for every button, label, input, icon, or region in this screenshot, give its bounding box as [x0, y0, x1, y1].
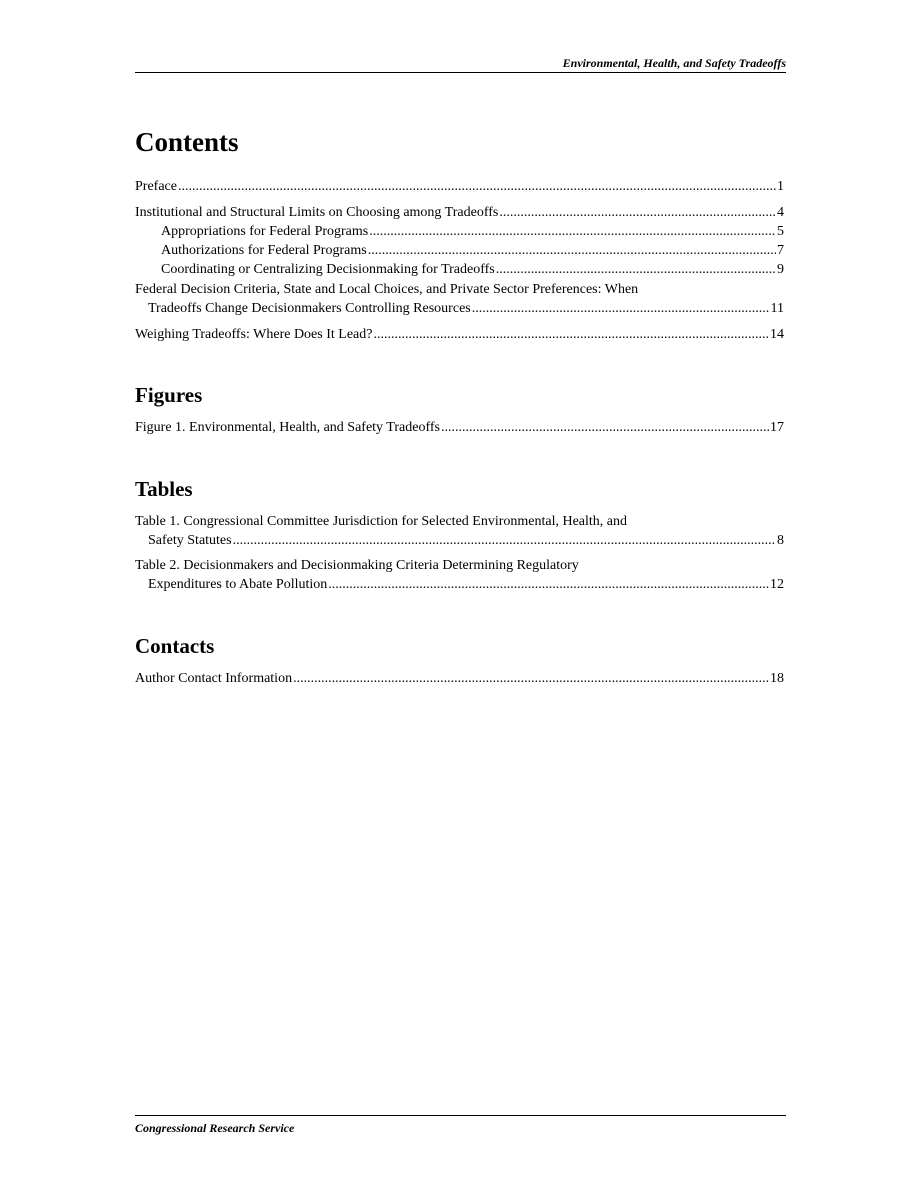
- tables-list: [135, 512, 784, 594]
- toc-entry-figure-1[interactable]: [135, 418, 784, 437]
- running-header: [135, 55, 786, 73]
- table-of-contents: [135, 125, 784, 688]
- contents-heading: Contents: [135, 127, 239, 157]
- dot-leader: [368, 241, 776, 260]
- toc-entry-title-line1: Federal Decision Criteria, State and Local Choices, and Private Sector Preferences: When: [135, 282, 639, 297]
- toc-entry-page: 7: [777, 243, 784, 258]
- toc-entry-title-line1: Table 1. Congressional Committee Jurisdiction for Selected Environmental, Health, and: [135, 514, 628, 529]
- footer-text: Congressional Research Service: [135, 1121, 295, 1135]
- dot-leader: [496, 260, 776, 279]
- contents-list: [135, 177, 784, 344]
- toc-entry-page: 1: [777, 179, 784, 194]
- toc-entry-title: Authorizations for Federal Programs: [161, 243, 367, 258]
- toc-entry-title: Author Contact Information: [135, 671, 293, 686]
- dot-leader: [293, 669, 769, 688]
- toc-entry-weighing-tradeoffs[interactable]: [135, 325, 784, 344]
- tables-heading: Tables: [135, 477, 193, 501]
- toc-entry-title: Coordinating or Centralizing Decisionmaking for Tradeoffs: [161, 262, 495, 277]
- toc-entry-title: Institutional and Structural Limits on Choosing among Tradeoffs: [135, 205, 499, 220]
- dot-leader: [441, 418, 769, 437]
- toc-entry-preface[interactable]: [135, 177, 784, 196]
- figures-list: [135, 418, 784, 437]
- toc-entry-title-line2: Safety Statutes: [148, 533, 232, 548]
- toc-entry-page: 9: [777, 262, 784, 277]
- toc-entry-page: 4: [777, 205, 784, 220]
- toc-entry-title: Figure 1. Environmental, Health, and Safety Tradeoffs: [135, 420, 440, 435]
- toc-entry-title-line1: Table 2. Decisionmakers and Decisionmaking Criteria Determining Regulatory: [135, 558, 579, 573]
- toc-entry-title-line2: Expenditures to Abate Pollution: [148, 577, 328, 592]
- dot-leader: [369, 222, 776, 241]
- toc-entry-page: 5: [777, 224, 784, 239]
- toc-entry-institutional-limits[interactable]: [135, 203, 784, 222]
- dot-leader: [472, 299, 770, 318]
- toc-entry-title: Appropriations for Federal Programs: [161, 224, 369, 239]
- toc-entry-author-contact[interactable]: [135, 669, 784, 688]
- toc-entry-page: 12: [770, 577, 784, 592]
- dot-leader: [233, 531, 776, 550]
- contacts-heading: Contacts: [135, 634, 215, 658]
- dot-leader: [499, 203, 776, 222]
- dot-leader: [178, 177, 776, 196]
- toc-entry-page: 18: [770, 671, 784, 686]
- toc-entry-appropriations[interactable]: [135, 222, 784, 241]
- toc-entry-federal-criteria[interactable]: [135, 280, 784, 318]
- toc-entry-title: Preface: [135, 179, 177, 194]
- page-footer: [135, 1115, 786, 1136]
- toc-entry-coordinating[interactable]: [135, 260, 784, 279]
- dot-leader: [328, 575, 769, 594]
- toc-entry-title: Weighing Tradeoffs: Where Does It Lead?: [135, 327, 373, 342]
- contacts-list: [135, 669, 784, 688]
- toc-entry-table-1[interactable]: [135, 512, 784, 550]
- figures-heading: Figures: [135, 383, 203, 407]
- toc-entry-title-line2: Tradeoffs Change Decisionmakers Controlling Resources: [148, 301, 471, 316]
- toc-entry-page: 11: [770, 301, 784, 316]
- toc-entry-page: 8: [777, 533, 784, 548]
- toc-entry-page: 14: [770, 327, 784, 342]
- toc-entry-authorizations[interactable]: [135, 241, 784, 260]
- running-header-title: Environmental, Health, and Safety Tradeoffs: [562, 56, 786, 70]
- dot-leader: [373, 325, 769, 344]
- toc-entry-table-2[interactable]: [135, 556, 784, 594]
- toc-entry-page: 17: [770, 420, 784, 435]
